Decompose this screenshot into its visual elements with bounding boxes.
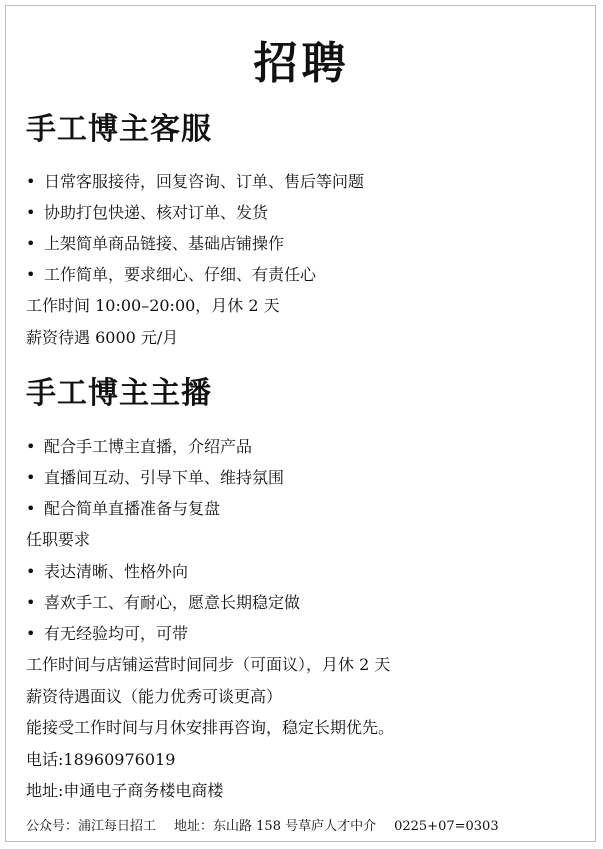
list-item: • 协助打包快递、核对订单、发货 [26, 203, 269, 222]
section-heading-customer-service: 手工博主客服 [26, 112, 212, 147]
salary: 薪资待遇 6000 元/月 [26, 328, 179, 347]
list-item: • 上架简单商品链接、基础店铺操作 [26, 234, 285, 253]
work-time: 工作时间 10:00–20:00，月休 2 天 [26, 296, 280, 315]
list-item: • 日常客服接待，回复咨询、订单、售后等问题 [26, 172, 365, 191]
salary: 薪资待遇面议（能力优秀可谈更高） [26, 687, 283, 706]
bullet-icon: • [26, 437, 36, 456]
list-item: • 有无经验均可，可带 [26, 624, 189, 643]
contact-address: 地址:申通电子商务楼电商楼 [26, 781, 224, 800]
requirements-label: 任职要求 [26, 530, 91, 549]
list-item: • 喜欢手工、有耐心，愿意长期稳定做 [26, 593, 301, 612]
section-heading-streamer: 手工博主主播 [26, 376, 212, 411]
list-item: • 配合手工博主直播，介绍产品 [26, 437, 253, 456]
footer-account: 公众号：浦江每日招工 [26, 819, 157, 834]
page-title: 招聘 [253, 38, 350, 89]
bullet-icon: • [26, 172, 36, 191]
list-item: • 表达清晰、性格外向 [26, 562, 189, 581]
bullet-icon: • [26, 562, 36, 581]
footer [26, 818, 517, 836]
bullet-icon: • [26, 203, 36, 222]
bullet-icon: • [26, 265, 36, 284]
bullet-icon: • [26, 468, 36, 487]
footer-address: 地址：东山路 158 号草庐人才中介 [174, 819, 377, 834]
note: 能接受工作时间与月休安排再咨询，稳定长期优先。 [26, 718, 395, 737]
bullet-icon: • [26, 234, 36, 253]
bullet-icon: • [26, 593, 36, 612]
list-item: • 直播间互动、引导下单、维持氛围 [26, 468, 285, 487]
footer-code: 0225+07=0303 [394, 819, 499, 834]
list-item: • 配合简单直播准备与复盘 [26, 499, 221, 518]
list-item: • 工作简单，要求细心、仔细、有责任心 [26, 265, 317, 284]
bullet-icon: • [26, 624, 36, 643]
bullet-icon: • [26, 499, 36, 518]
work-time: 工作时间与店铺运营时间同步（可面议），月休 2 天 [26, 655, 391, 674]
contact-phone: 电话:18960976019 [26, 750, 176, 769]
